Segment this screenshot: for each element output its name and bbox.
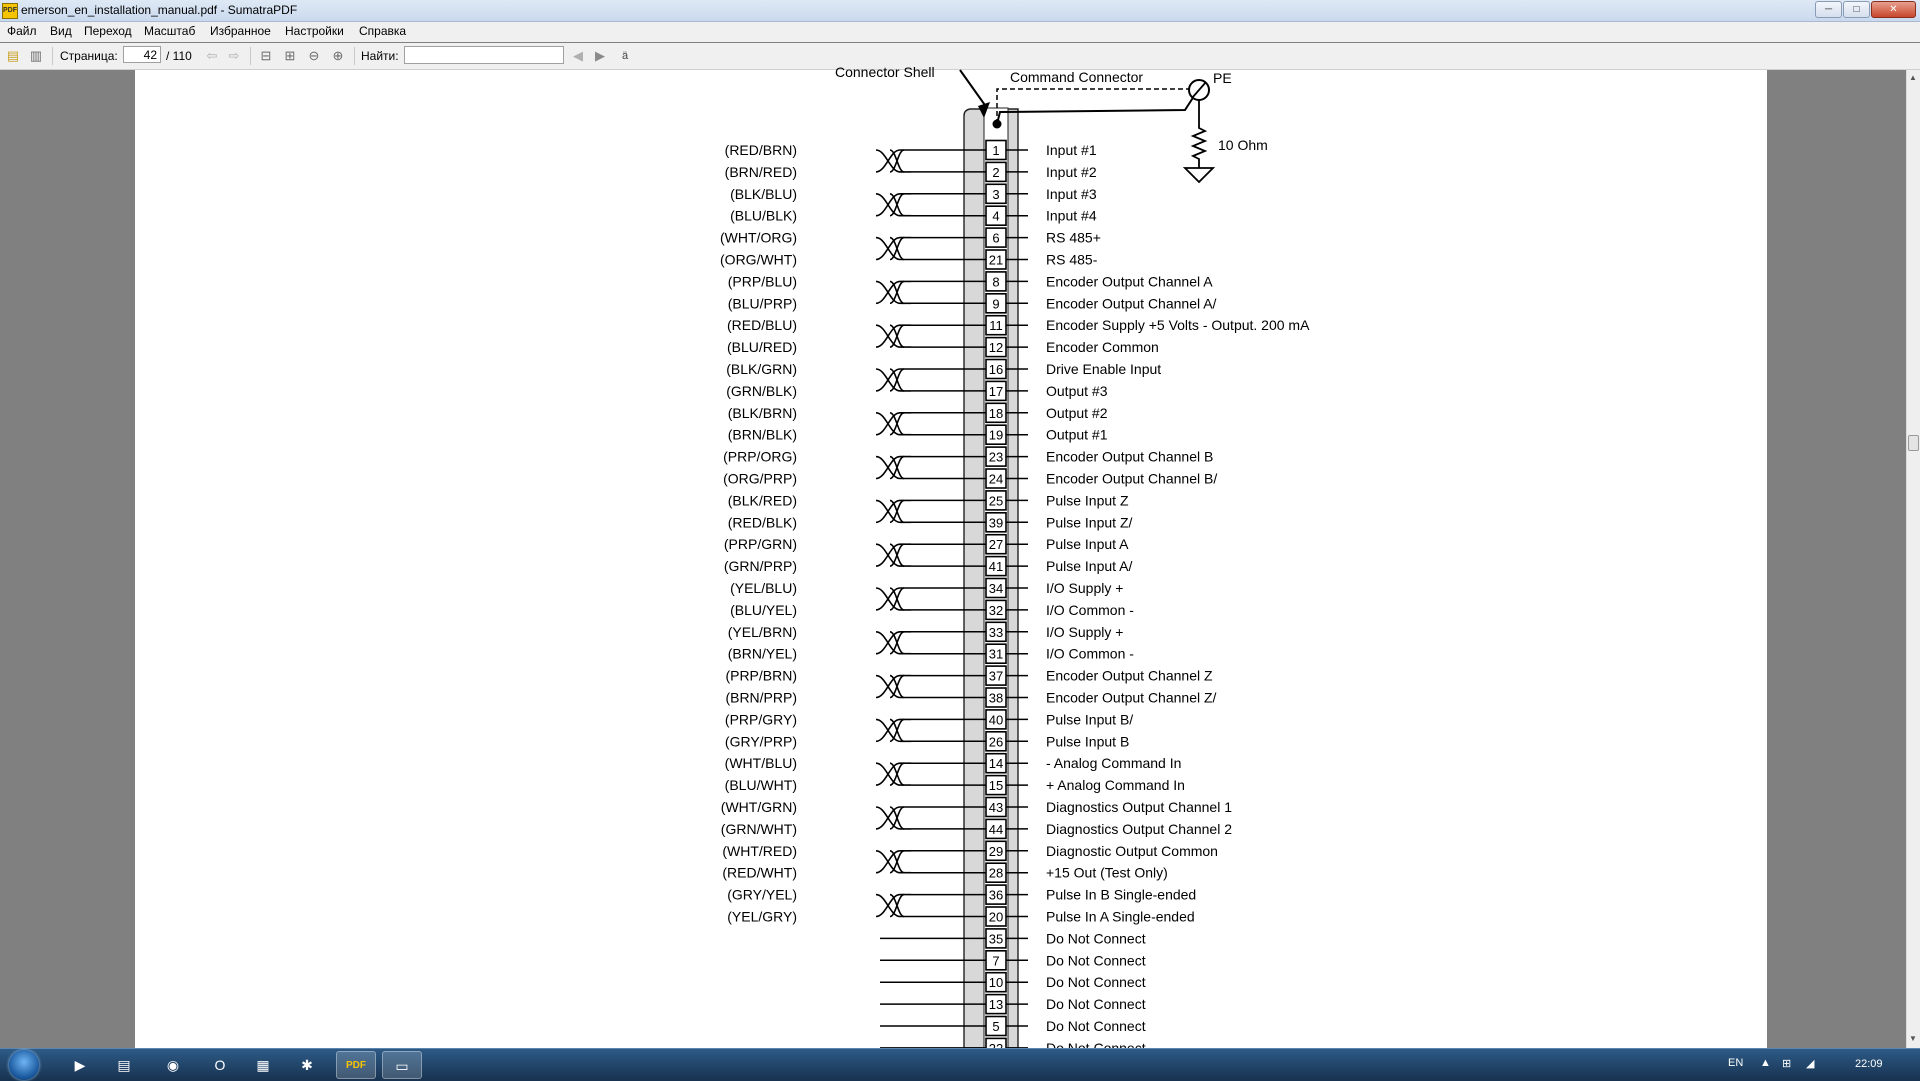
- wire-color-label: (PRP/GRY): [724, 711, 797, 728]
- app-icon[interactable]: ▦: [256, 1057, 270, 1073]
- wire-color-label: (WHT/ORG): [720, 229, 797, 246]
- wire-color-label: (BRN/RED): [724, 163, 797, 180]
- forward-icon[interactable]: ⇨: [228, 48, 240, 63]
- ground-icon: [1185, 168, 1213, 182]
- pe-label: PE: [1213, 70, 1232, 86]
- menu-favorites[interactable]: Избранное: [210, 24, 271, 38]
- pin-number: 9: [992, 296, 1000, 312]
- fit-page-icon[interactable]: ⊟: [260, 48, 272, 63]
- signal-label: Encoder Output Channel Z: [1046, 667, 1213, 684]
- twisted-pair-marker: [890, 544, 904, 566]
- pin-number: 11: [989, 318, 1003, 334]
- pin-number: 36: [988, 887, 1004, 903]
- connector-shell-label: Connector Shell: [835, 64, 935, 80]
- wire-color-label: (BLU/RED): [726, 339, 797, 356]
- signal-label: Encoder Output Channel A/: [1046, 295, 1217, 312]
- chrome-icon[interactable]: ◉: [166, 1057, 180, 1073]
- zoom-out-icon[interactable]: ⊖: [308, 48, 320, 63]
- pin-number: 19: [988, 427, 1004, 443]
- wire-color-label: (RED/BRN): [724, 142, 797, 158]
- pin-number: 38: [988, 690, 1004, 706]
- twisted-pair-marker: [890, 194, 904, 216]
- signal-label: Encoder Supply +5 Volts - Output. 200 mA: [1046, 317, 1310, 334]
- wire-color-label: (GRN/BLK): [726, 382, 797, 399]
- pin-number: 43: [988, 800, 1004, 815]
- signal-label: Do Not Connect: [1046, 930, 1146, 947]
- signal-label: I/O Supply +: [1046, 580, 1124, 596]
- find-prev-icon[interactable]: ◀: [573, 48, 583, 63]
- pin-number: 8: [992, 274, 1000, 290]
- wire-color-label: (GRY/YEL): [727, 886, 797, 903]
- pin-number: 10: [988, 975, 1004, 991]
- wire-color-label: (RED/BLK): [727, 514, 797, 531]
- pin-number: 28: [988, 865, 1004, 881]
- signal-label: Pulse Input Z/: [1046, 514, 1133, 531]
- wire-color-label: (BLU/PRP): [727, 295, 797, 312]
- signal-label: Diagnostic Output Common: [1046, 842, 1218, 859]
- signal-label: RS 485+: [1046, 229, 1101, 246]
- wire-color-label: (WHT/GRN): [720, 799, 797, 815]
- window-icon[interactable]: ▭: [382, 1051, 422, 1079]
- document-viewport[interactable]: [0, 64, 1906, 1048]
- pin-number: 3: [992, 186, 1000, 202]
- signal-label: Input #2: [1046, 163, 1097, 180]
- close-button[interactable]: ✕: [1871, 1, 1916, 18]
- resistor-label: 10 Ohm: [1218, 137, 1268, 153]
- pin-number: 24: [988, 471, 1004, 487]
- toolbar: [0, 43, 1920, 70]
- pin-number: 20: [988, 909, 1004, 925]
- wire-color-label: (BLK/RED): [727, 492, 797, 509]
- pin-number: 21: [988, 252, 1004, 268]
- pin-number: 41: [988, 559, 1004, 575]
- wire-color-label: (BLK/BLU): [730, 185, 797, 202]
- language-indicator[interactable]: EN: [1728, 1057, 1744, 1069]
- scroll-up-icon[interactable]: ▲: [1909, 73, 1917, 82]
- wire-color-label: (GRN/PRP): [723, 558, 797, 575]
- signal-label: I/O Supply +: [1046, 623, 1124, 640]
- pin-number: 2: [992, 164, 1000, 180]
- page-label: Страница:: [60, 49, 118, 63]
- opera-icon[interactable]: O: [214, 1057, 226, 1073]
- settings-icon[interactable]: ✱: [301, 1057, 313, 1073]
- signal-label: Pulse Input Z: [1046, 492, 1129, 509]
- signal-label: Diagnostics Output Channel 2: [1046, 820, 1232, 837]
- resistor-icon: [1193, 100, 1205, 168]
- signal-label: Input #3: [1046, 185, 1097, 202]
- wire-color-label: (BLK/GRN): [726, 361, 797, 377]
- signal-label: Pulse In B Single-ended: [1046, 886, 1197, 903]
- wire-color-label: (PRP/BRN): [725, 667, 797, 684]
- title-bar: [0, 0, 1920, 22]
- signal-label: - Analog Command In: [1046, 755, 1182, 772]
- twisted-pair-marker: [890, 676, 904, 698]
- menu-file[interactable]: Файл: [7, 24, 37, 38]
- explorer-icon[interactable]: ▤: [117, 1057, 131, 1073]
- signal-label: Encoder Output Channel A: [1046, 273, 1213, 290]
- pin-number: 1: [992, 143, 1000, 158]
- signal-label: Input #4: [1046, 207, 1097, 224]
- toolbar-separator: [250, 47, 251, 65]
- pin-number: 16: [988, 362, 1004, 377]
- pin-number: 29: [988, 843, 1004, 859]
- toolbar-separator: [354, 47, 355, 65]
- signal-label: I/O Common -: [1046, 645, 1134, 662]
- signal-label: Diagnostics Output Channel 1: [1046, 799, 1232, 815]
- signal-label: Output #2: [1046, 404, 1108, 421]
- wire-color-label: (YEL/BRN): [727, 623, 797, 640]
- twisted-pair-marker: [890, 150, 904, 172]
- menu-zoom[interactable]: Масштаб: [144, 24, 196, 38]
- pin-number: 26: [988, 734, 1004, 750]
- shell-pointer-line: [960, 70, 987, 108]
- twisted-pair-marker: [890, 413, 904, 435]
- wire-color-label: (WHT/RED): [722, 842, 797, 859]
- pdf-page: [135, 64, 1767, 1048]
- pin-number: 32: [988, 602, 1004, 618]
- wire-color-label: (PRP/ORG): [723, 448, 797, 465]
- wire-color-label: (BLK/BRN): [727, 404, 797, 421]
- pin-number: 18: [988, 405, 1004, 421]
- wire-color-label: (YEL/GRY): [727, 908, 797, 925]
- menu-settings[interactable]: Настройки: [285, 24, 344, 38]
- wire-color-label: (RED/BLU): [726, 317, 797, 334]
- signal-label: Input #1: [1046, 142, 1097, 158]
- twisted-pair-marker: [890, 500, 904, 522]
- back-icon[interactable]: ⇦: [206, 48, 218, 63]
- twisted-pair-marker: [890, 588, 904, 610]
- tray-expand-icon[interactable]: ▲: [1760, 1057, 1771, 1069]
- media-player-icon[interactable]: ▶: [74, 1057, 86, 1073]
- signal-label: Pulse Input A/: [1046, 558, 1133, 575]
- signal-label: Pulse In A Single-ended: [1046, 908, 1195, 925]
- vertical-scrollbar[interactable]: [1906, 70, 1920, 1048]
- signal-label: Pulse Input A: [1046, 536, 1129, 553]
- sumatra-icon[interactable]: PDF: [336, 1051, 376, 1079]
- find-input[interactable]: [404, 46, 564, 64]
- twisted-pair-marker: [890, 763, 904, 785]
- pin-number: 44: [988, 821, 1004, 837]
- match-case-icon[interactable]: ä: [621, 50, 629, 62]
- menu-go[interactable]: Переход: [84, 24, 132, 38]
- signal-label: RS 485-: [1046, 251, 1098, 268]
- menu-view[interactable]: Вид: [50, 24, 72, 38]
- network-icon[interactable]: ◢: [1806, 1058, 1815, 1070]
- taskbar: [0, 1048, 1920, 1081]
- windows-flag-icon[interactable]: ⊞: [1782, 1058, 1792, 1070]
- maximize-button[interactable]: □: [1843, 1, 1870, 18]
- twisted-pair-marker: [890, 369, 904, 391]
- twisted-pair-marker: [890, 238, 904, 260]
- pin-number: 6: [992, 230, 1000, 246]
- wire-color-label: (GRN/WHT): [720, 820, 797, 837]
- pin-number: 13: [988, 997, 1004, 1013]
- wire-color-label: (PRP/GRN): [723, 536, 797, 553]
- signal-label: Encoder Output Channel B: [1046, 448, 1214, 465]
- pin-number: 15: [988, 778, 1004, 794]
- twisted-pair-marker: [890, 325, 904, 347]
- twisted-pair-marker: [890, 851, 904, 873]
- zoom-in-icon[interactable]: ⊕: [332, 48, 344, 63]
- command-connector-label: Command Connector: [1010, 69, 1144, 85]
- twisted-pair-marker: [890, 632, 904, 654]
- scrollbar-thumb[interactable]: [1908, 435, 1919, 451]
- wire-color-label: (WHT/BLU): [724, 755, 797, 772]
- signal-label: Encoder Common: [1046, 339, 1159, 356]
- find-next-icon[interactable]: ▶: [595, 48, 605, 63]
- signal-label: I/O Common -: [1046, 601, 1134, 618]
- signal-label: +15 Out (Test Only): [1046, 864, 1168, 881]
- signal-label: Drive Enable Input: [1046, 361, 1162, 377]
- signal-label: Do Not Connect: [1046, 974, 1146, 991]
- signal-label: Do Not Connect: [1046, 996, 1146, 1013]
- wire-color-label: (ORG/WHT): [720, 251, 797, 268]
- twisted-pair-marker: [890, 457, 904, 479]
- wire-color-label: (BRN/PRP): [725, 689, 797, 706]
- pin-number: 17: [988, 383, 1004, 399]
- pe-dashed-line: [997, 89, 1196, 124]
- wire-color-label: (GRY/PRP): [724, 733, 797, 750]
- pin-number: 39: [988, 515, 1004, 531]
- pin-number: 4: [992, 208, 1000, 224]
- fit-width-icon[interactable]: ⊞: [284, 48, 296, 63]
- pin-number: 35: [988, 931, 1004, 947]
- pin-number: 33: [988, 624, 1004, 640]
- pin-number: 31: [988, 646, 1004, 662]
- print-icon[interactable]: ▥: [29, 48, 43, 63]
- sumatra-app-icon: PDF: [2, 3, 18, 19]
- signal-label: + Analog Command In: [1046, 777, 1185, 794]
- wire-color-label: (BLU/WHT): [724, 777, 797, 794]
- wire-color-label: (ORG/PRP): [723, 470, 797, 487]
- wiring-diagram: [135, 64, 1767, 1048]
- twisted-pair-marker: [890, 281, 904, 303]
- window-title: emerson_en_installation_manual.pdf - SumatraPDF: [21, 3, 298, 17]
- wire-color-label: (PRP/BLU): [727, 273, 797, 290]
- pin-number: 34: [988, 581, 1004, 596]
- wire-color-label: (BLU/BLK): [730, 207, 797, 224]
- signal-label: Encoder Output Channel Z/: [1046, 689, 1217, 706]
- pin-number: 12: [988, 340, 1004, 356]
- wire-color-label: (RED/WHT): [722, 864, 797, 881]
- find-label: Найти:: [361, 49, 399, 63]
- pin-number: 25: [988, 493, 1004, 509]
- page-number-input[interactable]: [123, 46, 161, 63]
- toolbar-separator: [52, 47, 53, 65]
- pin-number: 27: [988, 537, 1004, 553]
- page-total: / 110: [166, 49, 192, 63]
- wire-color-label: (YEL/BLU): [730, 580, 797, 596]
- twisted-pair-marker: [890, 895, 904, 917]
- wire-color-label: (BRN/YEL): [727, 645, 797, 662]
- pin-number: 40: [988, 712, 1004, 728]
- menu-help[interactable]: Справка: [359, 24, 407, 38]
- shield-wire: [997, 93, 1196, 124]
- start-button[interactable]: [9, 1050, 39, 1080]
- pin-number: 7: [992, 953, 1000, 969]
- signal-label: Do Not Connect: [1046, 1018, 1146, 1034]
- wire-color-label: (BLU/YEL): [730, 601, 797, 618]
- signal-label: Output #1: [1046, 426, 1108, 443]
- signal-label: Pulse Input B/: [1046, 711, 1134, 728]
- pin-number: 23: [988, 449, 1004, 465]
- scroll-down-icon[interactable]: ▼: [1909, 1034, 1917, 1043]
- signal-label: Encoder Output Channel B/: [1046, 470, 1218, 487]
- minimize-button[interactable]: ─: [1815, 1, 1842, 18]
- signal-label: Do Not Connect: [1046, 952, 1146, 969]
- wire-color-label: (BRN/BLK): [727, 426, 797, 443]
- twisted-pair-marker: [890, 719, 904, 741]
- clock[interactable]: 22:09: [1855, 1058, 1883, 1070]
- signal-label: Output #3: [1046, 382, 1108, 399]
- open-icon[interactable]: ▤: [6, 48, 20, 63]
- menu-bar: [0, 22, 1920, 42]
- pin-number: 5: [992, 1019, 1000, 1034]
- twisted-pair-marker: [890, 807, 904, 829]
- pin-number: 14: [988, 756, 1004, 772]
- signal-label: Pulse Input B: [1046, 733, 1130, 750]
- pin-number: 37: [988, 668, 1004, 684]
